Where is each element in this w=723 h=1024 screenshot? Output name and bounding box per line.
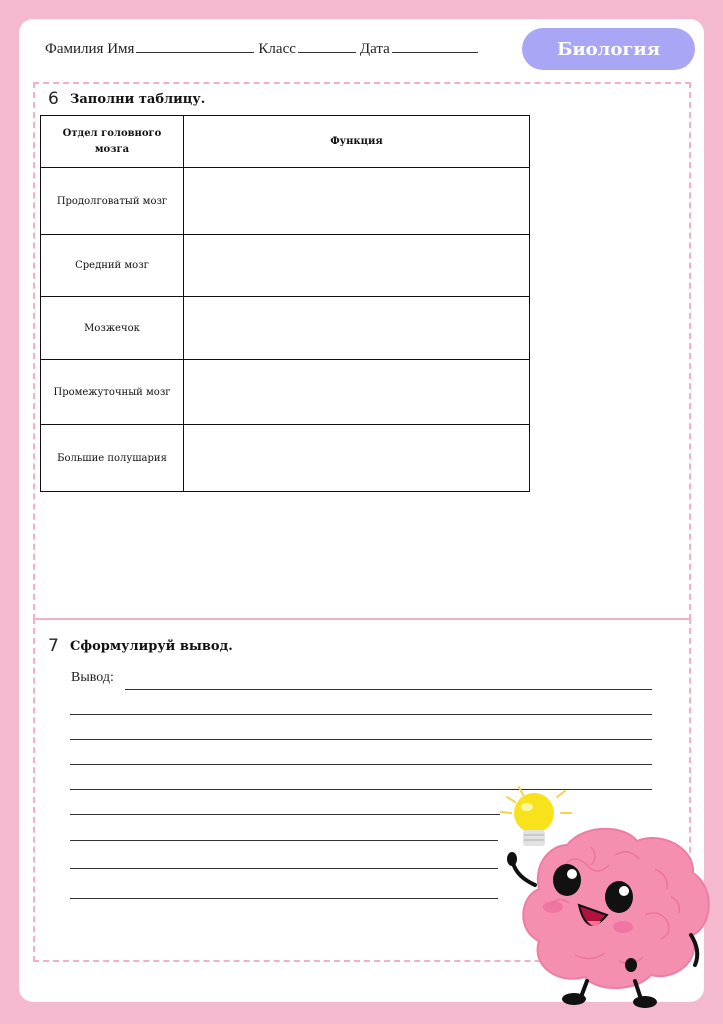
conclusion-line[interactable] — [70, 898, 498, 899]
conclusion-line[interactable] — [70, 714, 652, 715]
task6-number: 6 — [48, 89, 59, 109]
function-answer-cell[interactable] — [184, 360, 530, 425]
conclusion-line[interactable] — [70, 814, 500, 815]
function-answer-cell[interactable] — [184, 297, 530, 360]
row-section-name: Большие полушария — [41, 425, 184, 492]
conclusion-line[interactable] — [70, 739, 652, 740]
class-label: Класс — [258, 41, 296, 57]
surname-blank[interactable] — [136, 38, 254, 53]
table-row — [41, 425, 530, 492]
conclusion-line[interactable] — [70, 840, 498, 841]
brain-mascot-icon — [495, 785, 720, 1020]
function-answer-cell[interactable] — [184, 168, 530, 235]
table-row — [41, 297, 530, 360]
function-answer-cell[interactable] — [184, 235, 530, 297]
conclusion-line[interactable] — [70, 868, 498, 869]
column-header-section: Отдел головного мозга — [41, 116, 184, 168]
surname-label: Фамилия Имя — [45, 41, 135, 57]
date-label: Дата — [359, 41, 390, 57]
row-section-name: Промежуточный мозг — [41, 360, 184, 425]
conclusion-label: Вывод: — [71, 670, 114, 685]
table-row — [41, 235, 530, 297]
class-blank[interactable] — [298, 38, 356, 53]
lightbulb-icon — [501, 787, 571, 846]
column-header-function: Функция — [184, 116, 530, 168]
row-section-name: Продолговатый мозг — [41, 168, 184, 235]
task6-title: Заполни таблицу. — [70, 92, 206, 107]
student-info-header — [45, 38, 482, 58]
function-answer-cell[interactable] — [184, 425, 530, 492]
date-blank[interactable] — [392, 38, 478, 53]
subject-badge: Биология — [522, 28, 695, 70]
conclusion-line[interactable] — [125, 689, 652, 690]
row-section-name: Мозжечок — [41, 297, 184, 360]
table-header-row — [41, 116, 530, 168]
brain-table — [40, 115, 530, 492]
row-section-name: Средний мозг — [41, 235, 184, 297]
conclusion-line[interactable] — [70, 764, 652, 765]
table-row — [41, 168, 530, 235]
task7-title: Сформулируй вывод. — [70, 639, 233, 654]
task7-number: 7 — [48, 636, 59, 656]
table-row — [41, 360, 530, 425]
